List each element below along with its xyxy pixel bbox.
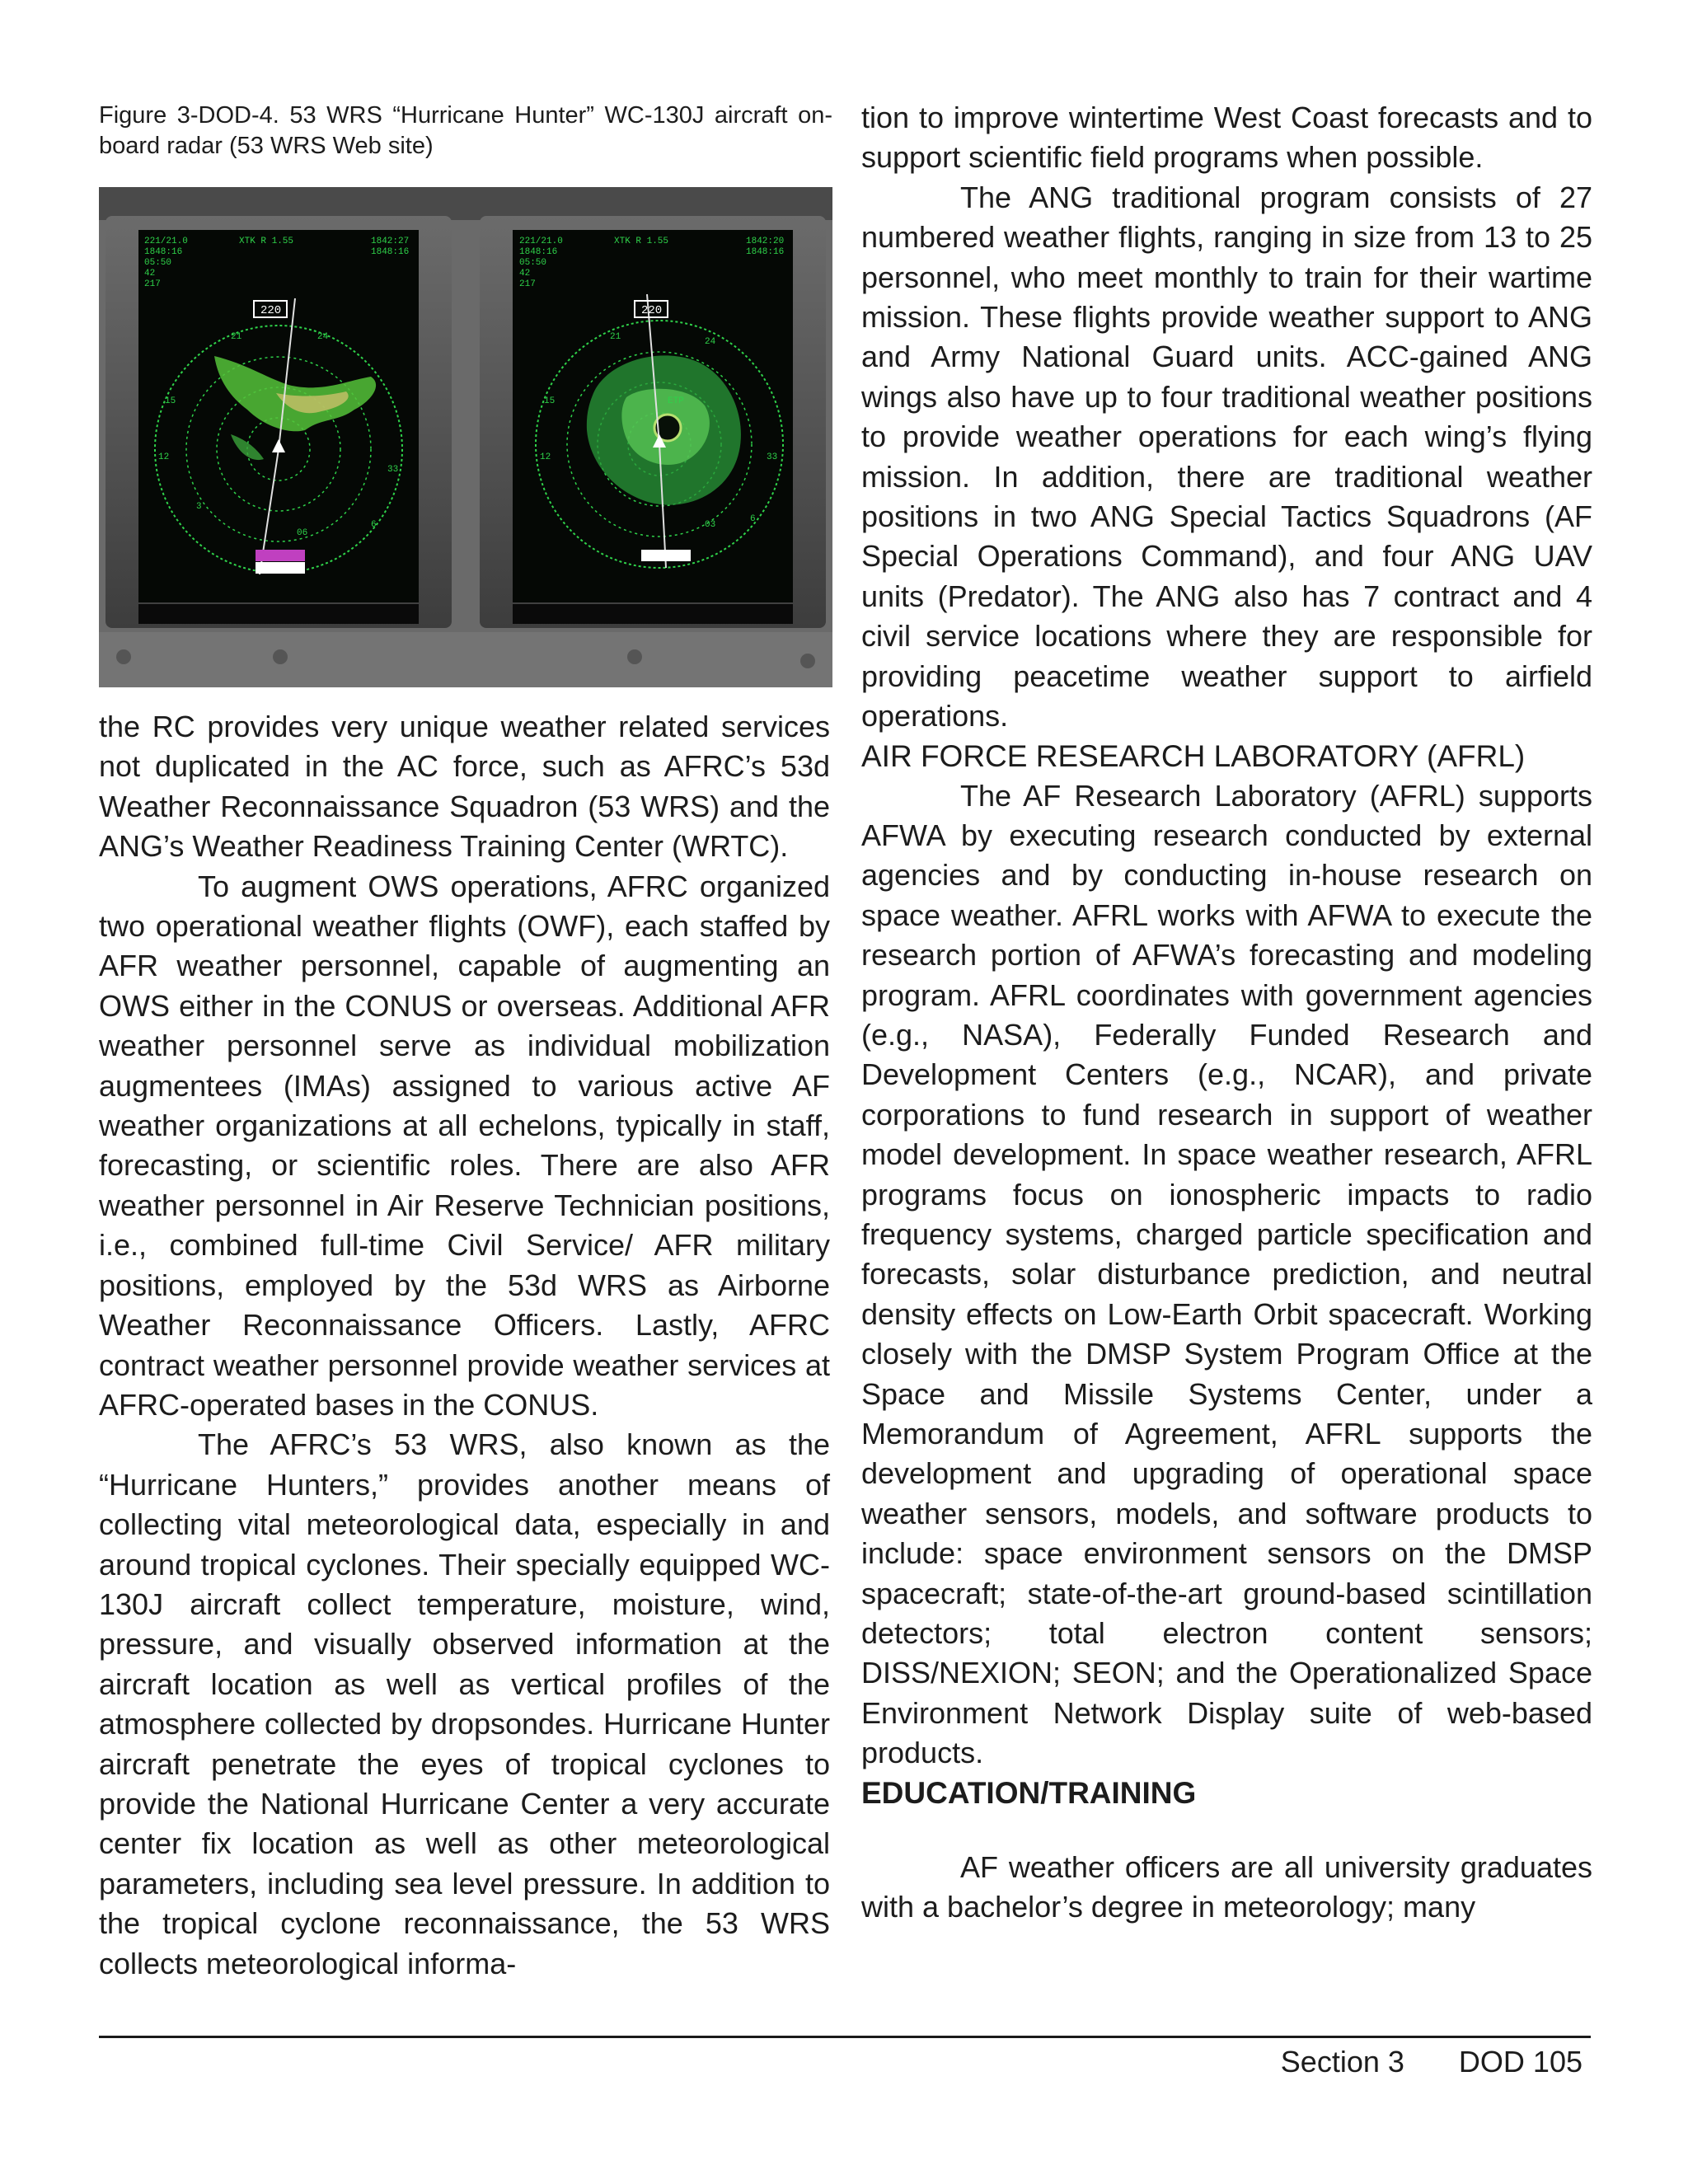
svg-text:05:50: 05:50	[519, 258, 547, 268]
svg-text:1848:16: 1848:16	[746, 247, 785, 257]
svg-text:05:50: 05:50	[144, 258, 172, 268]
svg-text:1848:16: 1848:16	[519, 247, 558, 257]
svg-text:1848:16: 1848:16	[144, 247, 183, 257]
svg-text:12: 12	[540, 452, 551, 462]
paragraph-education: AF weather officers are all university graduates with a bachelor’s degree in meteorology; many	[861, 1849, 1592, 1924]
paragraph-hurricane-hunters: The AFRC’s 53 WRS, also known as the “Hurricane Hunters,” provides another means of collecting vital meteorological data, especially in and around tropical cyclones. Their specially equipped WC-130J aircraft collect temperature, moisture, wind, pressure, and visually observed information at the aircraft location as well as vertical profiles of the atmosphere collected by dropsondes. Hurricane Hunter aircraft penetrate the eyes of tropical cyclones to provide the National Hurricane Center a very accurate center fix location as well as other meteorological parameters, including sea level pressure. In addition to the tropical cyclone reconnaissance, the 53 WRS collects meteorological informa-	[99, 1427, 830, 1980]
svg-text:12: 12	[158, 452, 170, 462]
svg-text:ETP: ETP	[668, 396, 684, 406]
svg-text:03: 03	[705, 520, 716, 530]
figure-caption: Figure 3-DOD-4. 53 WRS “Hurricane Hunter” WC-130J aircraft on-board radar (53 WRS Web site)	[99, 102, 832, 159]
svg-text:217: 217	[519, 279, 536, 289]
radar-photo	[99, 187, 832, 687]
svg-text:XTK R 1.55: XTK R 1.55	[614, 237, 669, 246]
svg-text:1848:16: 1848:16	[371, 247, 410, 257]
paragraph-ang-program: The ANG traditional program consists of 27 numbered weather flights, ranging in size from 13 to 25 personnel, who meet monthly to train for their wartime mission. These flights provide weather support to ANG and Army National Guard units. ACC-gained ANG wings also have up to four traditional weather positions to provide weather operations for each wing’s flying mission. In addition, there are traditional weather positions in two ANG Special Tactics Squadrons (AF Special Operations Command), and four ANG UAV units (Predator). The ANG also has 7 contract and 4 civil service locations where they are responsible for providing peacetime weather support to airfield operations.	[861, 180, 1592, 733]
svg-text:24: 24	[317, 332, 329, 342]
paragraph-afrc-owf: To augment OWS operations, AFRC organized two operational weather flights (OWF), each staffed by AFR weather personnel, capable of augmenting an OWS either in the CONUS or overseas. Additional AFR weather personnel serve as individual mobilization augmentees (IMAs) assigned to various active AF weather organizations at all echelons, typically in staff, forecasting, or scientific roles. There are also AFR weather personnel in Air Reserve Technician positions, i.e., combined full-time Civil Service/ AFR military positions, employed by the 53d WRS as Airborne Weather Reconnaissance Officers. Lastly, AFRC contract weather personnel provide weather services at AFRC-operated bases in the CONUS.	[99, 869, 830, 1422]
footer-section: Section 3	[1280, 2045, 1404, 2079]
svg-text:6: 6	[371, 520, 377, 530]
svg-text:220: 220	[260, 304, 282, 317]
svg-text:42: 42	[144, 269, 156, 279]
paragraph-continuation: tion to improve wintertime West Coast forecasts and to support scientific field programs when possible.	[861, 101, 1592, 175]
svg-text:33: 33	[387, 465, 399, 475]
radar-displays-illustration	[99, 187, 832, 687]
heading-afrl: AIR FORCE RESEARCH LABORATORY (AFRL)	[861, 738, 1526, 773]
footer-page-number: DOD 105	[1458, 2045, 1582, 2079]
paragraph-rc-services: the RC provides very unique weather related services not duplicated in the AC force, such as AFRC’s 53d Weather Reconnaissance Squadron (53 WRS) and the ANG’s Weather Readiness Training Center (WRTC).	[99, 710, 830, 864]
svg-text:33: 33	[767, 452, 778, 462]
svg-text:221/21.0: 221/21.0	[519, 237, 563, 246]
svg-text:3: 3	[196, 502, 202, 512]
footer-rule	[99, 2036, 1591, 2038]
svg-text:15: 15	[544, 396, 556, 406]
page-footer	[1281, 2042, 1582, 2082]
svg-text:21: 21	[610, 332, 621, 342]
heading-education-training: EDUCATION/TRAINING	[861, 1775, 1197, 1810]
svg-text:1842:27: 1842:27	[371, 237, 410, 246]
svg-text:15: 15	[165, 396, 176, 406]
left-column	[99, 707, 830, 1984]
svg-text:221/21.0: 221/21.0	[144, 237, 188, 246]
svg-text:220: 220	[641, 304, 663, 317]
right-column	[861, 98, 1592, 1927]
svg-text:24: 24	[705, 337, 716, 347]
svg-text:21: 21	[231, 332, 242, 342]
svg-text:6: 6	[750, 514, 756, 524]
paragraph-afrl: The AF Research Laboratory (AFRL) supports AFWA by executing research conducted by external agencies and by conducting in-house research on space weather. AFRL works with AFWA to execute the research portion of AFWA’s forecasting and modeling program. AFRL coordinates with government agencies (e.g., NASA), Federally Funded Research and Development Centers (e.g., NCAR), and private corporations to fund research in support of weather model development. In space weather research, AFRL programs focus on ionospheric impacts to radio frequency systems, charged particle specification and forecasts, solar disturbance prediction, and neutral density effects on Low-Earth Orbit spacecraft. Working closely with the DMSP System Program Office at the Space and Missile Systems Center, under a Memorandum of Agreement, AFRL supports the development and upgrading of operational space weather sensors, models, and software products to include: space environment sensors on the DMSP spacecraft; state-of-the-art ground-based scintillation detectors; total electron content sensors; DISS/NEXION; SEON; and the Operationalized Space Environment Network Display suite of web-based products.	[861, 778, 1592, 1770]
svg-text:06: 06	[297, 528, 308, 538]
svg-text:XTK R 1.55: XTK R 1.55	[239, 237, 294, 246]
svg-text:42: 42	[519, 269, 531, 279]
svg-text:1842:20: 1842:20	[746, 237, 785, 246]
svg-text:217: 217	[144, 279, 161, 289]
